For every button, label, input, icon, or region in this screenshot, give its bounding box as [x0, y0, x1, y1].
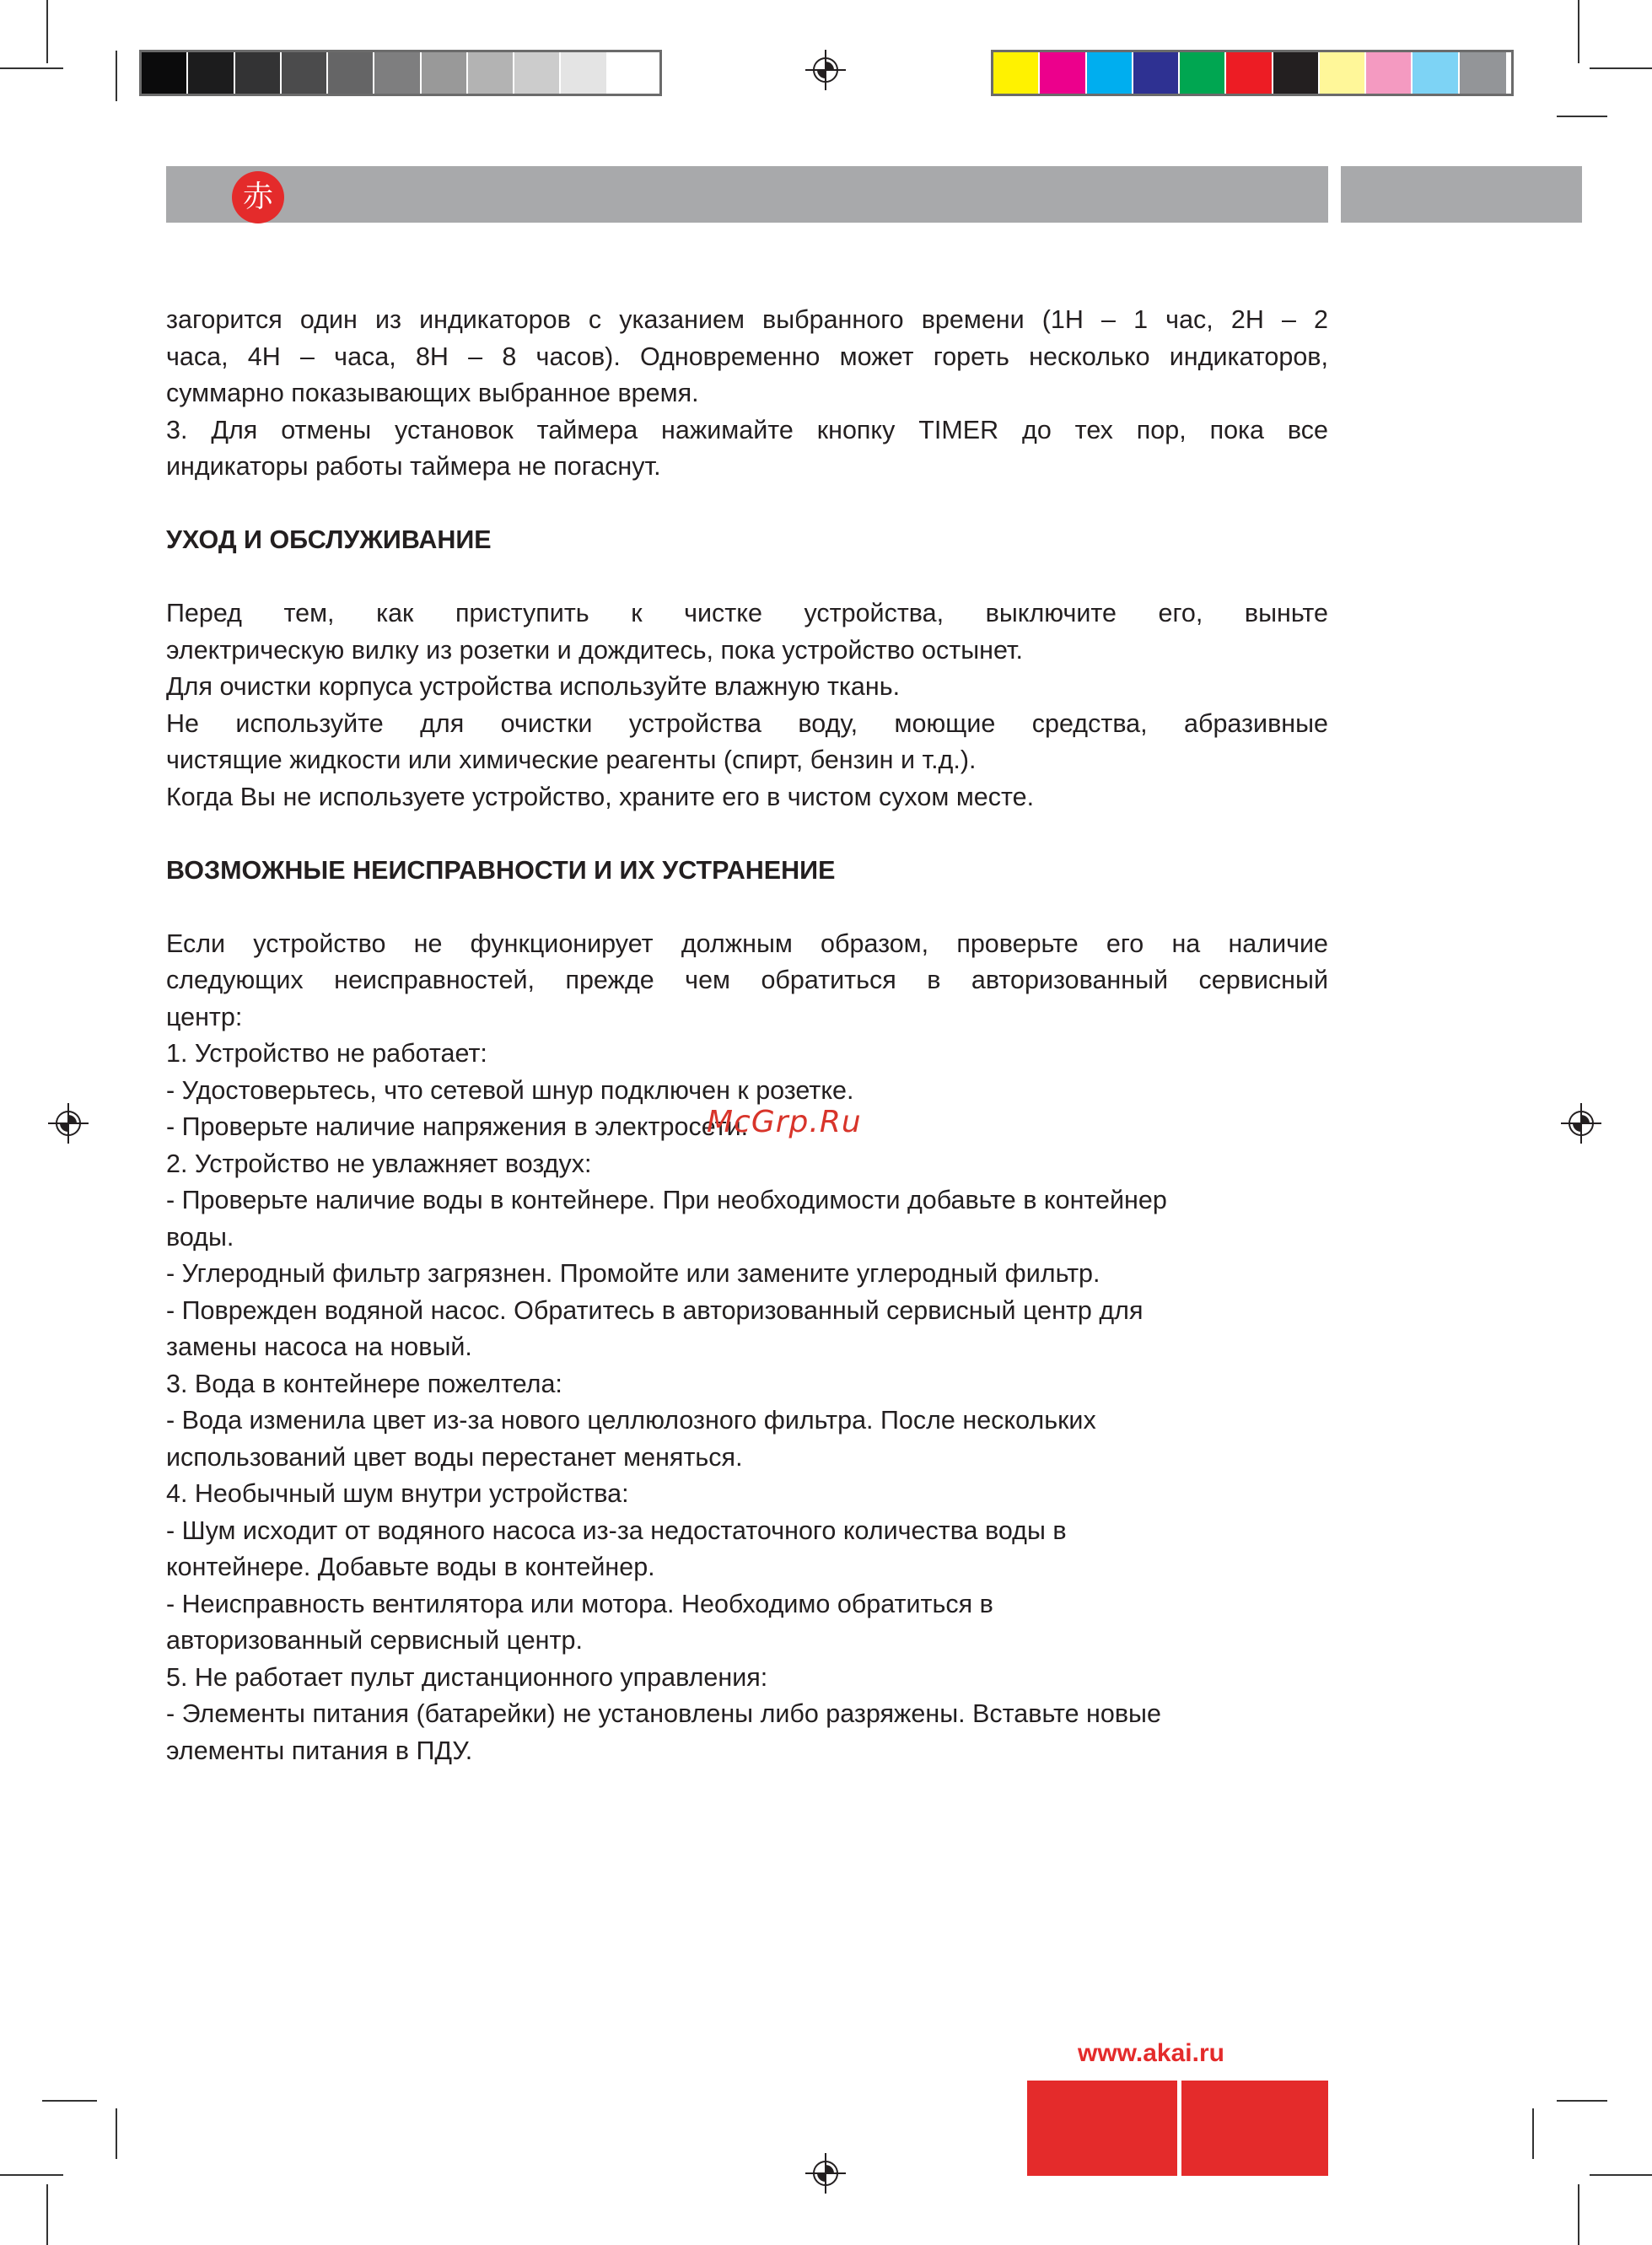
list-item: - Шум исходит от водяного насоса из-за недостаточного количества воды в: [166, 1516, 1067, 1545]
footer-accent-block: [1027, 2081, 1177, 2176]
color-swatch: [1273, 52, 1320, 94]
color-swatch: [1366, 52, 1413, 94]
paragraph-line: чистящие жидкости или химические реагенты (спирт, бензин и т.д.).: [166, 746, 977, 774]
paragraph-line: Для очистки корпуса устройства используйте влажную ткань.: [166, 672, 901, 701]
watermark: McGrp.Ru: [707, 1105, 862, 1139]
header-bar-side: [1341, 166, 1582, 223]
crop-mark: [0, 67, 63, 69]
section-heading-care: УХОД И ОБСЛУЖИВАНИЕ: [166, 525, 492, 554]
paragraph-line: Не используйте для очистки устройства воду, моющие средства, абразивные: [166, 708, 1328, 738]
crop-mark: [1590, 67, 1652, 69]
akai-logo-icon: 赤: [232, 171, 284, 223]
color-swatch: [1460, 52, 1506, 94]
list-item: 2. Устройство не увлажняет воздух:: [166, 1149, 592, 1178]
paragraph-line: часа, 4H – часа, 8H – 8 часов). Одновременно может гореть несколько индикаторов,: [166, 342, 1328, 371]
color-swatch: [561, 52, 607, 94]
paragraph-line: индикаторы работы таймера не погаснут.: [166, 452, 661, 481]
grayscale-color-bar: [139, 50, 662, 96]
color-swatch: [1320, 52, 1366, 94]
list-item: 3. Вода в контейнере пожелтела:: [166, 1369, 562, 1398]
crop-mark: [1532, 2108, 1534, 2159]
crop-mark: [42, 2100, 97, 2102]
list-item: - Углеродный фильтр загрязнен. Промойте или замените углеродный фильтр.: [166, 1259, 1100, 1288]
list-item: использований цвет воды перестанет меняться.: [166, 1442, 743, 1472]
color-swatch: [282, 52, 328, 94]
color-swatch: [422, 52, 468, 94]
paragraph-line: Перед тем, как приступить к чистке устройства, выключите его, выньте: [166, 599, 1328, 627]
color-swatch: [1413, 52, 1459, 94]
registration-mark-icon: [48, 1103, 89, 1144]
crop-mark: [116, 2108, 117, 2159]
paragraph-line: загорится один из индикаторов с указанием выбранного времени (1H – 1 час, 2H – 2: [166, 305, 1328, 334]
paragraph-line: следующих неисправностей, прежде чем обратиться в авторизованный сервисный: [166, 966, 1328, 994]
color-swatch: [468, 52, 514, 94]
color-swatch: [374, 52, 421, 94]
website-link[interactable]: www.akai.ru: [1078, 2039, 1224, 2067]
color-swatch: [1133, 52, 1180, 94]
list-item: авторизованный сервисный центр.: [166, 1626, 583, 1655]
color-swatch: [1226, 52, 1273, 94]
paragraph-line: центр:: [166, 1002, 243, 1031]
list-item: воды.: [166, 1222, 234, 1252]
registration-mark-icon: [805, 2153, 846, 2194]
color-swatch: [993, 52, 1040, 94]
crop-mark: [0, 2174, 63, 2176]
list-item: 5. Не работает пульт дистанционного управления:: [166, 1662, 768, 1692]
list-item: 1. Устройство не работает:: [166, 1039, 487, 1068]
color-swatch: [142, 52, 188, 94]
paragraph-line: 3. Для отмены установок таймера нажимайте кнопку TIMER до тех пор, пока все: [166, 415, 1328, 444]
list-item: замены насоса на новый.: [166, 1332, 472, 1361]
list-item: - Проверьте наличие напряжения в электросети.: [166, 1112, 749, 1141]
list-item: элементы питания в ПДУ.: [166, 1736, 473, 1765]
paragraph-line: Если устройство не функционирует должным образом, проверьте его на наличие: [166, 929, 1328, 958]
list-item: контейнере. Добавьте воды в контейнер.: [166, 1553, 655, 1581]
paragraph-line: электрическую вилку из розетки и дождитесь, пока устройство остынет.: [166, 635, 1023, 665]
crop-mark: [1578, 0, 1579, 63]
color-swatch: [1087, 52, 1133, 94]
footer-accent-block: [1181, 2081, 1328, 2176]
color-swatch: [1040, 52, 1086, 94]
crop-mark: [1557, 2100, 1607, 2102]
registration-mark-icon: [805, 50, 846, 90]
color-swatch: [608, 52, 654, 94]
registration-mark-icon: [1561, 1103, 1601, 1144]
color-swatch: [328, 52, 374, 94]
color-swatch: [1180, 52, 1226, 94]
crop-mark: [46, 0, 48, 63]
list-item: - Неисправность вентилятора или мотора. Необходимо обратиться в: [166, 1589, 993, 1618]
crop-mark: [116, 51, 117, 101]
paragraph-line: суммарно показывающих выбранное время.: [166, 379, 699, 407]
list-item: - Вода изменила цвет из-за нового целлюлозного фильтра. После нескольких: [166, 1406, 1096, 1435]
crop-mark: [46, 2184, 48, 2245]
crop-mark: [1578, 2184, 1579, 2245]
color-swatch: [514, 52, 561, 94]
color-swatch: [235, 52, 282, 94]
paragraph-line: Когда Вы не используете устройство, храните его в чистом сухом месте.: [166, 782, 1035, 811]
list-item: - Удостоверьтесь, что сетевой шнур подключен к розетке.: [166, 1075, 854, 1105]
list-item: - Поврежден водяной насос. Обратитесь в авторизованный сервисный центр для: [166, 1295, 1143, 1325]
process-color-bar: [991, 50, 1514, 96]
section-heading-troubleshooting: ВОЗМОЖНЫЕ НЕИСПРАВНОСТИ И ИХ УСТРАНЕНИЕ: [166, 855, 836, 885]
list-item: 4. Необычный шум внутри устройства:: [166, 1479, 629, 1508]
color-swatch: [188, 52, 234, 94]
crop-mark: [1590, 2174, 1652, 2176]
list-item: - Проверьте наличие воды в контейнере. При необходимости добавьте в контейнер: [166, 1186, 1167, 1214]
crop-mark: [1557, 116, 1607, 117]
header-bar: [166, 166, 1328, 223]
list-item: - Элементы питания (батарейки) не установлены либо разряжены. Вставьте новые: [166, 1699, 1161, 1728]
page-content: [166, 302, 1328, 1769]
